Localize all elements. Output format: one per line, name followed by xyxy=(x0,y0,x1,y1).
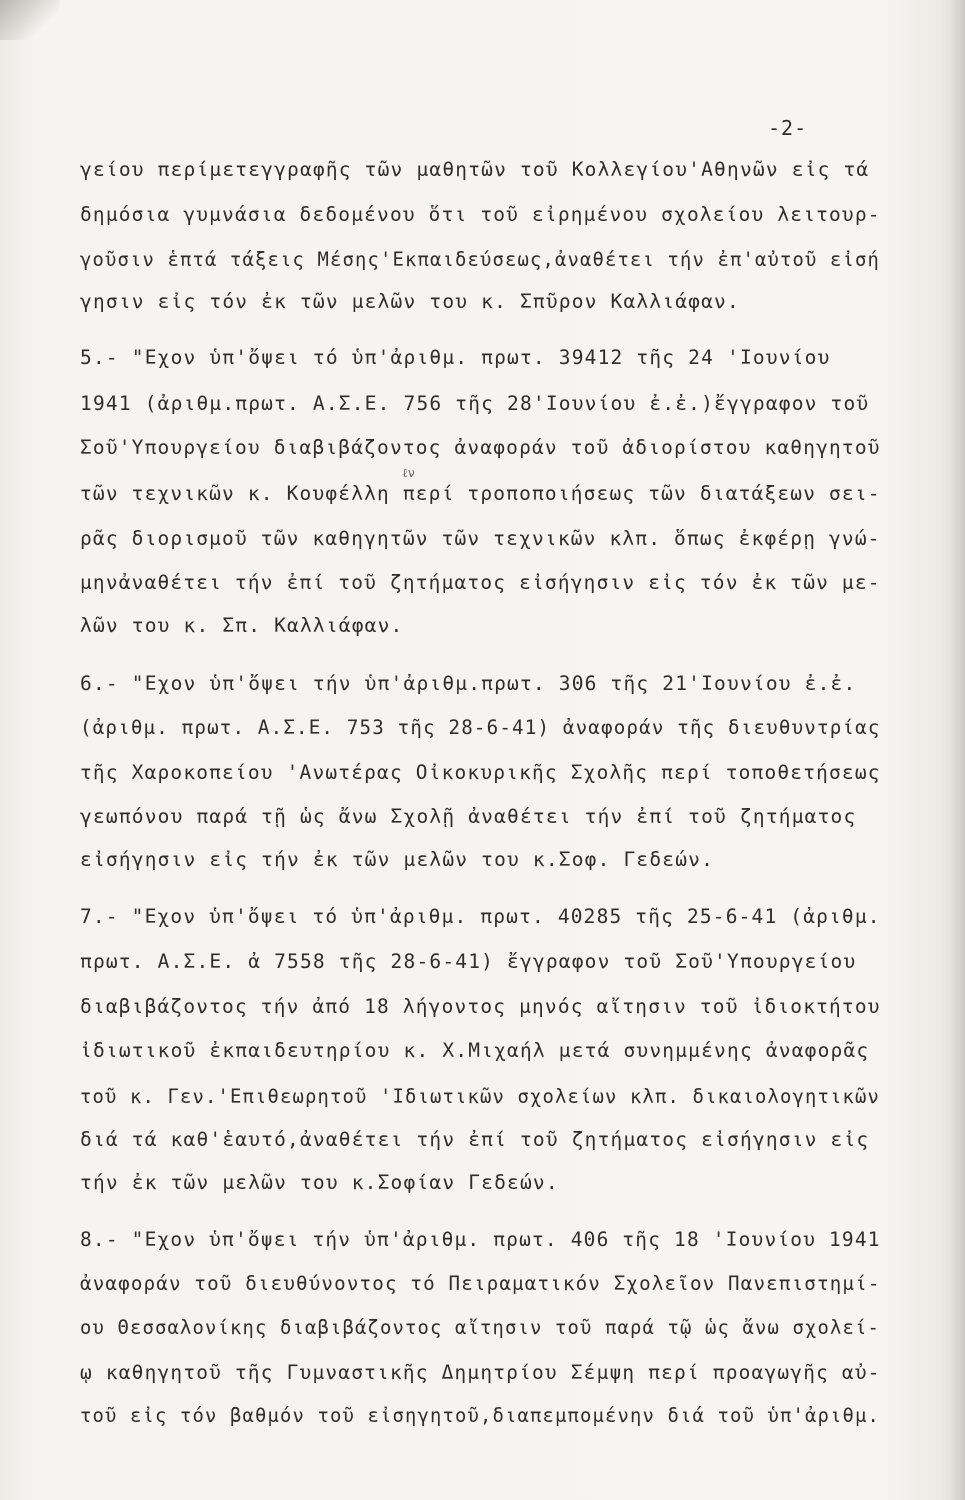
text-line: Σοῦ'Υπουργείου διαβιβάζοντος ἀναφοράν τοῦ ἀδιορίστου καθηγητοῦ xyxy=(80,436,881,459)
text-line: τήν ἐκ τῶν μελῶν του κ.Σοφίαν Γεδεών. xyxy=(80,1171,559,1194)
text-line: γεωπόνου παρά τῇ ὡς ἄνω Σχολῇ ἀναθέτει τήν ἐπί τοῦ ζητήματος xyxy=(80,805,857,828)
text-line: ου Θεσσαλονίκης διαβιβάζοντος αἴτησιν τοῦ παρά τῷ ὡς ἄνω σχολεί- xyxy=(80,1316,881,1339)
text-line: τῶν τεχνικῶν κ. Κουφέλλη περί τροποποιήσεως τῶν διατάξεων σει- xyxy=(80,482,881,505)
text-line: 5.- "Εχον ὑπ'ὄψει τό ὑπ'ἀριθμ. πρωτ. 39412 τῆς 24 'Ιουνίου xyxy=(80,346,831,369)
page-number: -2- xyxy=(768,116,808,140)
text-line: λῶν του κ. Σπ. Καλλιάφαν. xyxy=(80,614,404,637)
text-line: 8.- "Εχον ὑπ'ὄψει τήν ὑπ'ἀριθμ. πρωτ. 406 τῆς 18 'Ιουνίου 1941 xyxy=(80,1228,881,1251)
text-line: διά τά καθ'ἑαυτό,ἀναθέτει τήν ἐπί τοῦ ζητήματος εἰσήγησιν εἰς xyxy=(80,1128,870,1151)
text-line: (ἀριθμ. πρωτ. Α.Σ.Ε. 753 τῆς 28-6-41) ἀναφοράν τῆς διευθυντρίας xyxy=(80,716,881,739)
text-line: διαβιβάζοντος τήν ἀπό 18 λήγοντος μηνός αἴτησιν τοῦ ἰδιοκτήτου xyxy=(80,995,881,1018)
text-line: γησιν εἰς τόν ἐκ τῶν μελῶν του κ. Σπῦρον Καλλιάφαν. xyxy=(80,290,740,313)
text-line: τῆς Χαροκοπείου 'Ανωτέρας Οἰκοκυρικῆς Σχολῆς περί τοποθετήσεως xyxy=(80,761,881,784)
text-line: δημόσια γυμνάσια δεδομένου ὅτι τοῦ εἰρημένου σχολείου λειτουρ- xyxy=(80,203,881,226)
text-line: ἀναφοράν τοῦ διευθύνοντος τό Πειραματικόν Σχολεῖον Πανεπιστημί- xyxy=(80,1272,881,1295)
text-line: γείου περίμετεγγραφῆς τῶν μαθητῶν τοῦ Κολλεγίου'Αθηνῶν εἰς τά xyxy=(80,158,870,181)
text-line: τοῦ κ. Γεν.'Επιθεωρητοῦ 'Ιδιωτικῶν σχολείων κλπ. δικαιολογητικῶν xyxy=(80,1085,881,1108)
text-line: ῳ καθηγητοῦ τῆς Γυμναστικῆς Δημητρίου Σέμψη περί προαγωγῆς αὐ- xyxy=(80,1361,881,1384)
handwritten-mark: ℓν xyxy=(402,466,415,480)
text-line: 6.- "Εχον ὑπ'ὄψει τήν ὑπ'ἀριθμ.πρωτ. 306 τῆς 21'Ιουνίου ἐ.ἐ. xyxy=(80,672,857,695)
page-edge-shadow xyxy=(951,0,965,1500)
text-line: γοῦσιν ἑπτά τάξεις Μέσης'Εκπαιδεύσεως,ἀναθέτει τήν ἐπ'αὐτοῦ εἰσή xyxy=(80,248,881,271)
text-line: 7.- "Εχον ὑπ'ὄψει τό ὑπ'ἀριθμ. πρωτ. 40285 τῆς 25-6-41 (ἀριθμ. xyxy=(80,905,881,928)
text-line: τοῦ εἰς τόν βαθμόν τοῦ εἰσηγητοῦ,διαπεμπομένην διά τοῦ ὑπ'ἀριθμ. xyxy=(80,1404,881,1427)
text-line: ἰδιωτικοῦ ἐκπαιδευτηρίου κ. Χ.Μιχαήλ μετά συνημμένης ἀναφορᾶς xyxy=(80,1039,870,1062)
text-line: εἰσήγησιν εἰς τήν ἐκ τῶν μελῶν του κ.Σοφ. Γεδεών. xyxy=(80,848,715,871)
text-line: μηνἀναθέτει τήν ἐπί τοῦ ζητήματος εἰσήγησιν εἰς τόν ἐκ τῶν με- xyxy=(80,571,881,594)
text-line: 1941 (ἀριθμ.πρωτ. Α.Σ.Ε. 756 τῆς 28'Ιουνίου ἐ.ἐ.)ἔγγραφον τοῦ xyxy=(80,392,870,415)
text-line: πρωτ. Α.Σ.Ε. ἀ 7558 τῆς 28-6-41) ἔγγραφον τοῦ Σοῦ'Υπουργείου xyxy=(80,950,857,973)
text-line: ρᾶς διορισμοῦ τῶν καθηγητῶν τῶν τεχνικῶν κλπ. ὅπως ἐκφέρῃ γνώ- xyxy=(80,527,881,550)
page-corner-shadow xyxy=(0,0,60,40)
